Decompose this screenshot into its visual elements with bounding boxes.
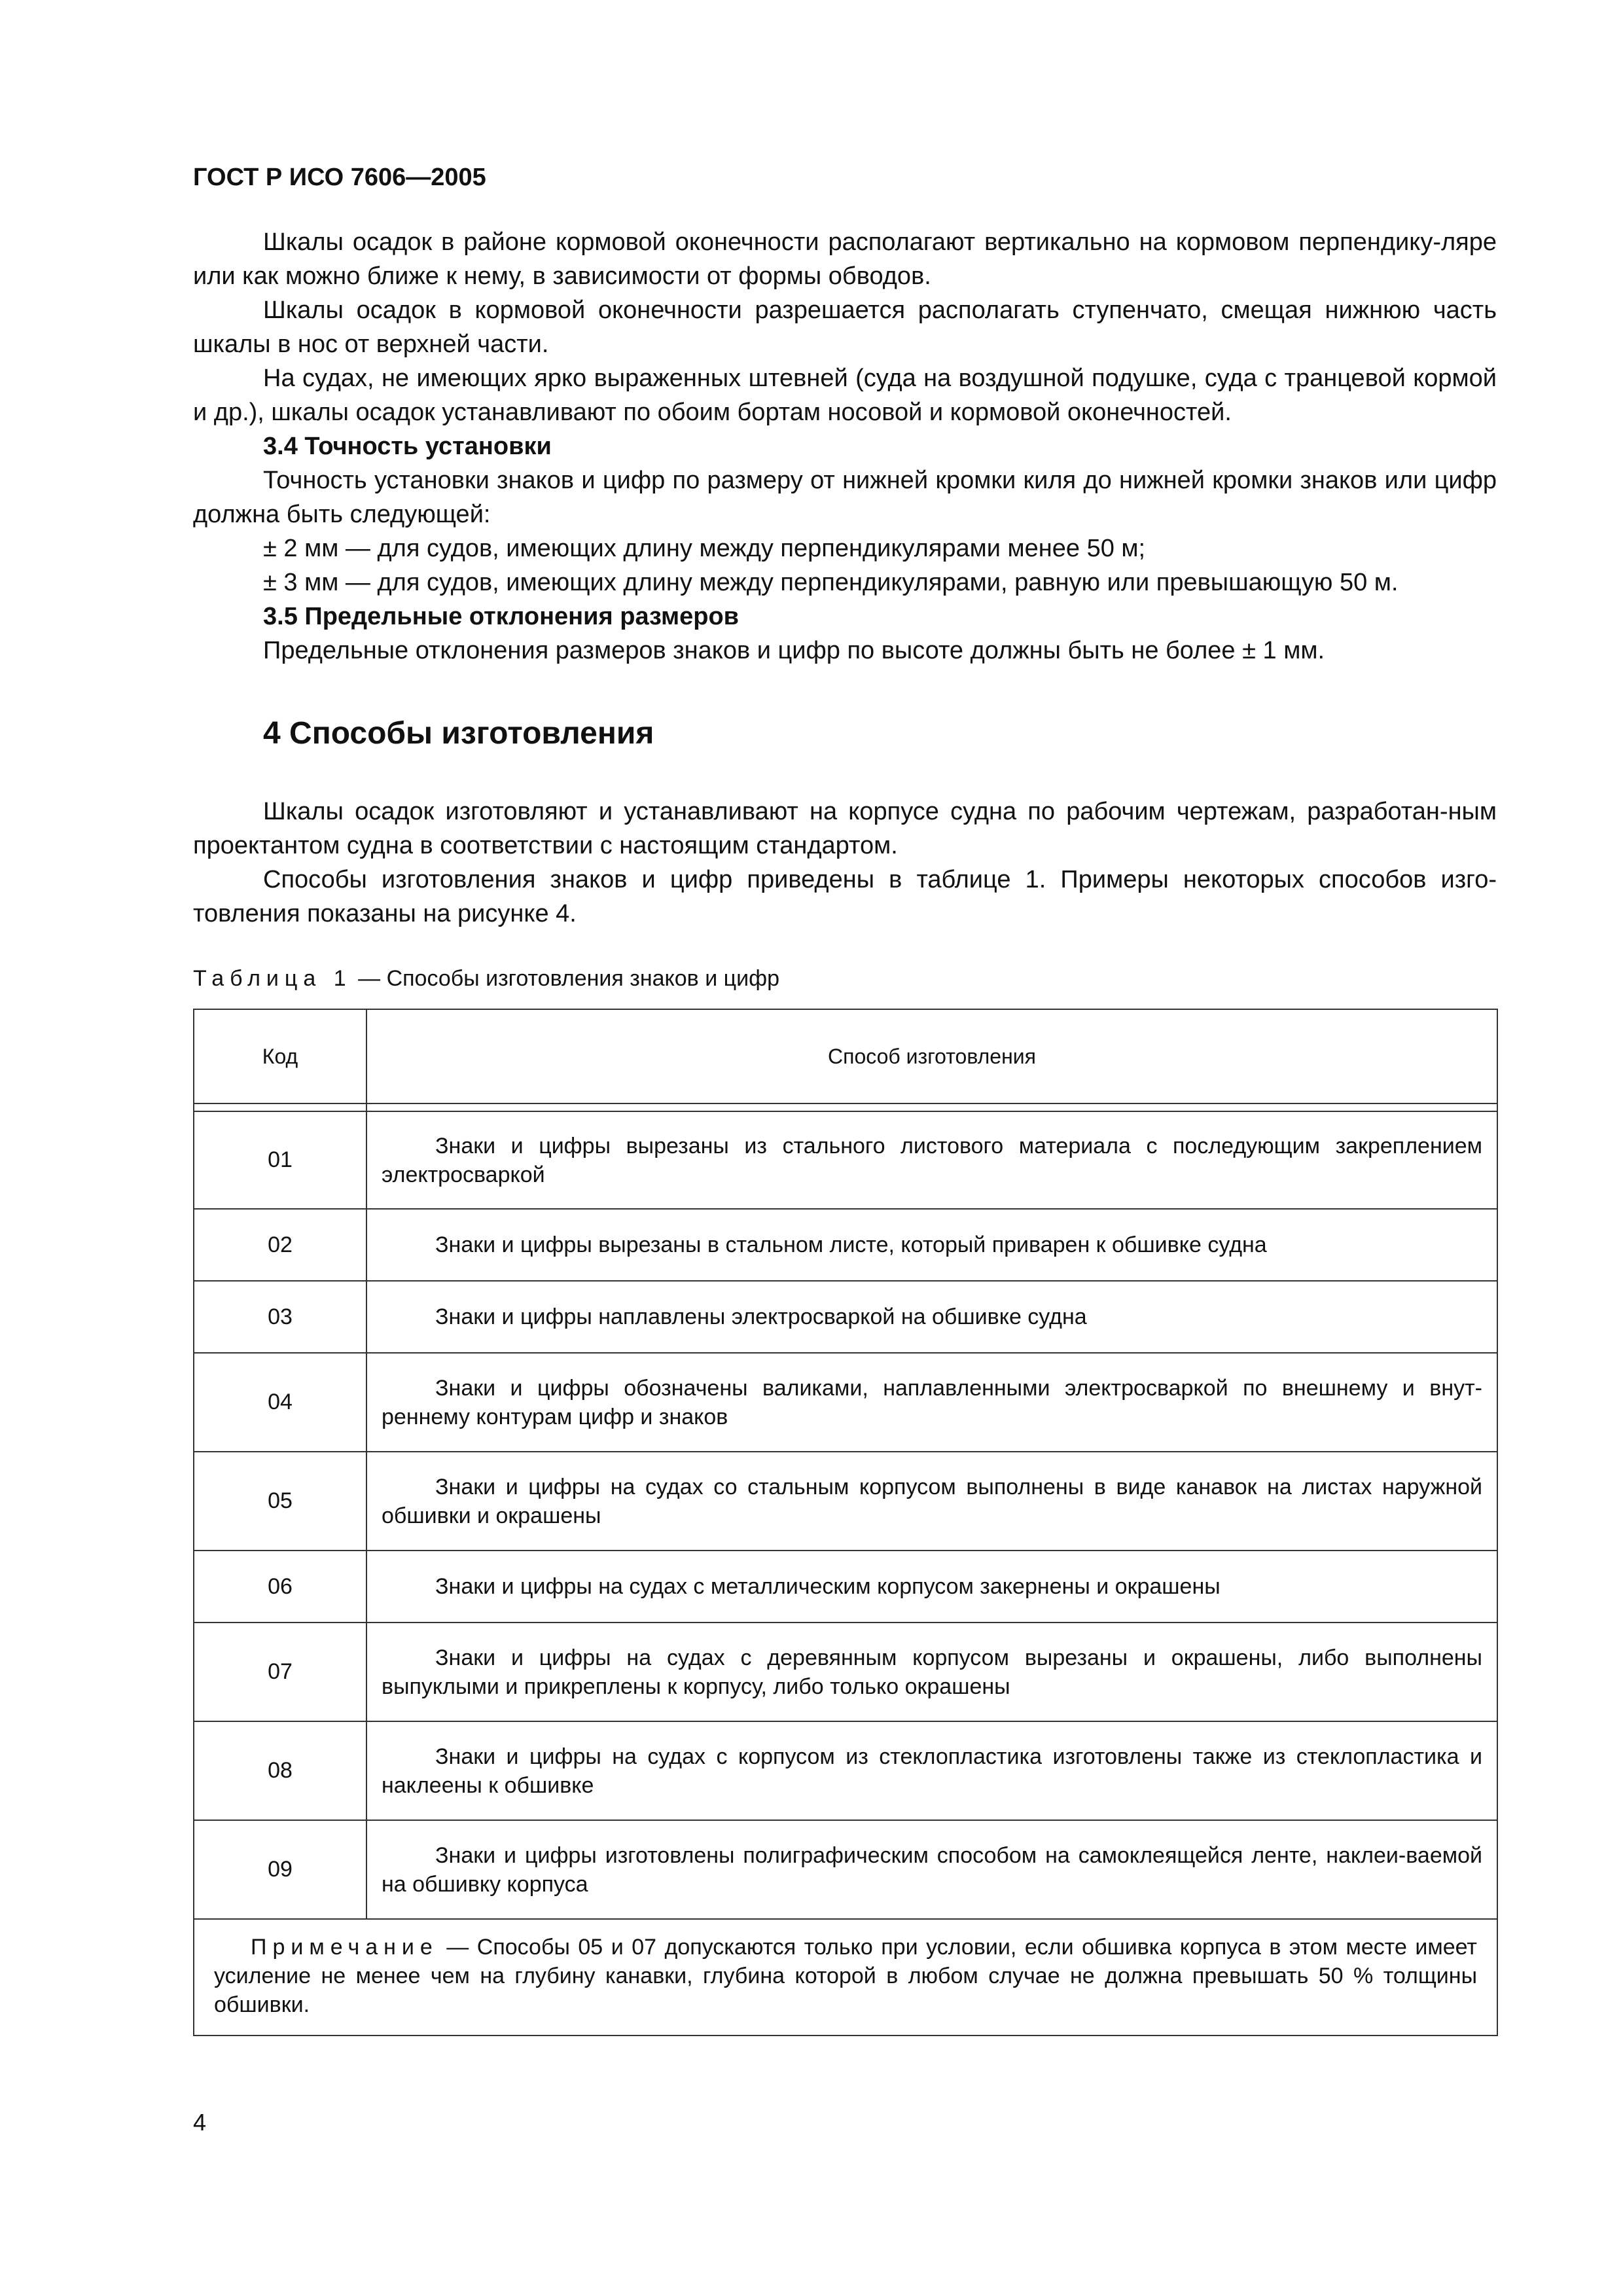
row-method: Знаки и цифры на судах с корпусом из стеклопластика изготовлены также из стеклопластика и наклеены к обшивке: [366, 1721, 1497, 1820]
row-code: 02: [194, 1209, 366, 1281]
paragraph-aft-scale: Шкалы осадок в районе кормовой оконечности располагают вертикально на кормовом перпендику-ляре или как можно ближе к нему, в зависимости от формы обводов.: [193, 228, 1497, 290]
document-header: ГОСТ Р ИСО 7606—2005: [193, 164, 486, 191]
table-row: [194, 1353, 1497, 1452]
column-header-method: Способ изготовления: [366, 1009, 1497, 1103]
section-4-paragraph-2: Способы изготовления знаков и цифр приведены в таблице 1. Примеры некоторых способов изго-товления показаны на рисунке 4.: [193, 866, 1497, 927]
row-method: Знаки и цифры изготовлены полиграфическим способом на самоклеящейся ленте, наклеи-ваемой на обшивку корпуса: [366, 1820, 1497, 1919]
tolerance-item-1: ± 2 мм — для судов, имеющих длину между перпендикулярами менее 50 м;: [263, 535, 1146, 562]
page-number: 4: [193, 2109, 207, 2136]
row-method: Знаки и цифры на судах с металлическим корпусом закернены и окрашены: [366, 1551, 1497, 1623]
table-spacer-row: [194, 1103, 1497, 1111]
section-4-text: [193, 795, 1497, 931]
note-label: Примечание: [251, 1935, 438, 1960]
table-row: [194, 1551, 1497, 1623]
paragraph-stepped-scale: Шкалы осадок в кормовой оконечности разрешается располагать ступенчато, смещая нижнюю часть шкалы в нос от верхней части.: [193, 296, 1497, 358]
row-method: Знаки и цифры наплавлены электросваркой на обшивке судна: [366, 1281, 1497, 1353]
table-caption: [193, 966, 779, 992]
subsection-3-4-title: 3.4 Точность установки: [263, 433, 552, 460]
row-method: Знаки и цифры на судах с деревянным корпусом вырезаны и окрашены, либо выполнены выпуклыми и прикреплены к корпусу, либо только окрашены: [366, 1623, 1497, 1721]
row-code: 03: [194, 1281, 366, 1353]
table-row: [194, 1281, 1497, 1353]
row-code: 01: [194, 1111, 366, 1209]
section-4-paragraph-1: Шкалы осадок изготовляют и устанавливают на корпусе судна по рабочим чертежам, разработан-ным проектантом судна в соответствии с настоящим стандартом.: [193, 798, 1497, 859]
table-row: [194, 1452, 1497, 1551]
subsection-3-5-title: 3.5 Предельные отклонения размеров: [263, 603, 740, 630]
paragraph-no-stems: На судах, не имеющих ярко выраженных штевней (суда на воздушной подушке, суда с транцевой кормой и др.), шкалы осадок устанавливают по обоим бортам носовой и кормовой оконечностей.: [193, 365, 1497, 426]
row-code: 04: [194, 1353, 366, 1452]
table-row: [194, 1820, 1497, 1919]
section-3-text: [193, 225, 1497, 668]
table-note-row: [194, 1919, 1497, 2036]
row-code: 08: [194, 1721, 366, 1820]
table-row: [194, 1623, 1497, 1721]
row-method: Знаки и цифры вырезаны из стального листового материала с последующим закреплением электросваркой: [366, 1111, 1497, 1209]
row-code: 06: [194, 1551, 366, 1623]
row-method: Знаки и цифры на судах со стальным корпусом выполнены в виде канавок на листах наружной обшивки и окрашены: [366, 1452, 1497, 1551]
row-method: Знаки и цифры вырезаны в стальном листе, который приварен к обшивке судна: [366, 1209, 1497, 1281]
subsection-3-5-text: Предельные отклонения размеров знаков и цифр по высоте должны быть не более ± 1 мм.: [263, 637, 1325, 664]
table-note: [194, 1919, 1497, 2036]
table-caption-text: — Способы изготовления знаков и цифр: [351, 966, 779, 991]
row-code: 09: [194, 1820, 366, 1919]
tolerance-item-2: ± 3 мм — для судов, имеющих длину между перпендикулярами, равную или превышающую 50 м.: [263, 569, 1399, 596]
row-code: 07: [194, 1623, 366, 1721]
column-header-code: Код: [194, 1009, 366, 1103]
note-text: — Способы 05 и 07 допускаются только при условии, если обшивка корпуса в этом месте имеет усиление не менее чем на глубину канавки, глубина которой в любом случае не должна превышать 50 % толщины обшивки.: [214, 1935, 1477, 2017]
methods-table: [193, 1009, 1498, 2036]
subsection-3-4-text: Точность установки знаков и цифр по размеру от нижней кромки киля до нижней кромки знаков или цифр должна быть следующей:: [193, 467, 1497, 528]
row-method: Знаки и цифры обозначены валиками, наплавленными электросваркой по внешнему и внут-реннему контурам цифр и знаков: [366, 1353, 1497, 1452]
table-row: [194, 1209, 1497, 1281]
table-caption-label: Таблица 1: [193, 966, 352, 991]
section-4-title: 4 Способы изготовления: [263, 716, 654, 751]
table-row: [194, 1111, 1497, 1209]
row-code: 05: [194, 1452, 366, 1551]
table-row: [194, 1721, 1497, 1820]
table-header-row: [194, 1009, 1497, 1103]
